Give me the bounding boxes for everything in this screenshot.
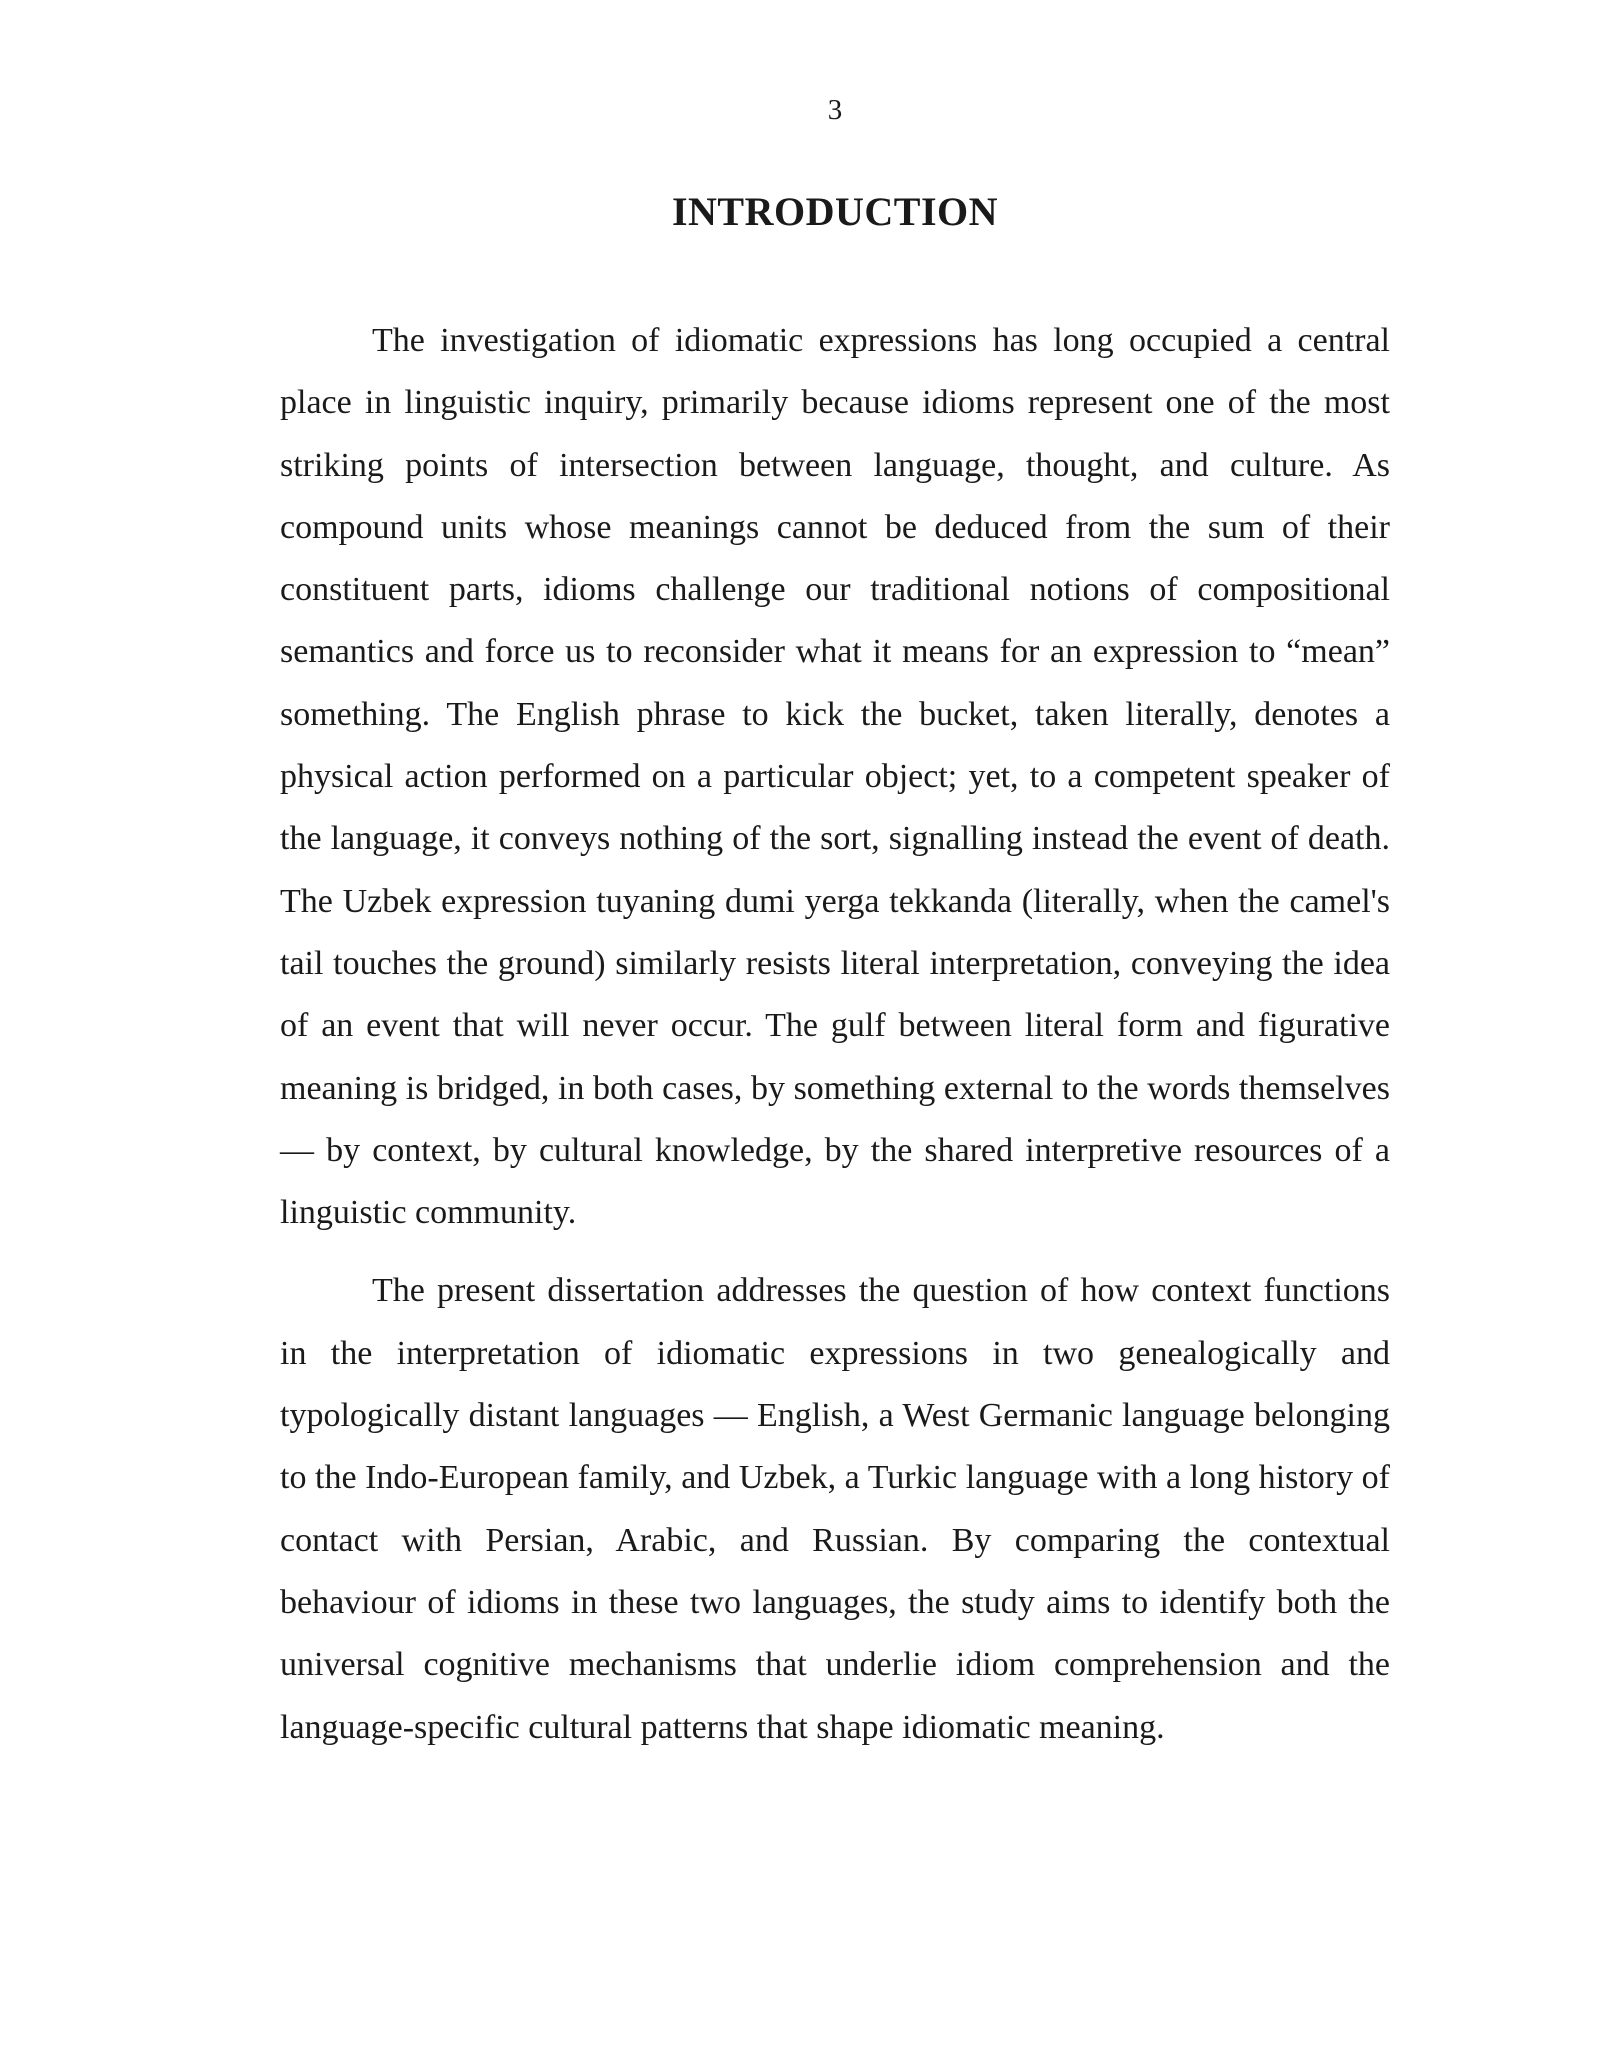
body-text bbox=[280, 310, 1390, 1775]
page-number: 3 bbox=[827, 94, 843, 126]
paragraph-2: The present dissertation addresses the question of how context functions in the interpretation of idiomatic expressions in two genealogically and typologically distant languages — English, a West Germanic language belonging to the Indo-European family, and Uzbek, a Turkic language with a long history of contact with Persian, Arabic, and Russian. By comparing the contextual behaviour of idioms in these two languages, the study aims to identify both the universal cognitive mechanisms that underlie idiom comprehension and the language-specific cultural patterns that shape idiomatic meaning. bbox=[280, 1272, 1390, 1746]
page-title: INTRODUCTION bbox=[671, 189, 999, 234]
paragraph-1: The investigation of idiomatic expressions has long occupied a central place in linguistic inquiry, primarily because idioms represent one of the most striking points of intersection between language, thought, and culture. As compound units whose meanings cannot be deduced from the sum of their constituent parts, idioms challenge our traditional notions of compositional semantics and force us to reconsider what it means for an expression to “mean” something. The English phrase to kick the bucket, taken literally, denotes a physical action performed on a particular object; yet, to a competent speaker of the language, it conveys nothing of the sort, signalling instead the event of death. The Uzbek expression tuyaning dumi yerga tekkanda (literally, when the camel's tail touches the ground) similarly resists literal interpretation, conveying the idea of an event that will never occur. The gulf between literal form and figurative meaning is bridged, in both cases, by something external to the words themselves — by context, by cultural knowledge, by the shared interpretive resources of a linguistic community. bbox=[280, 322, 1390, 1232]
